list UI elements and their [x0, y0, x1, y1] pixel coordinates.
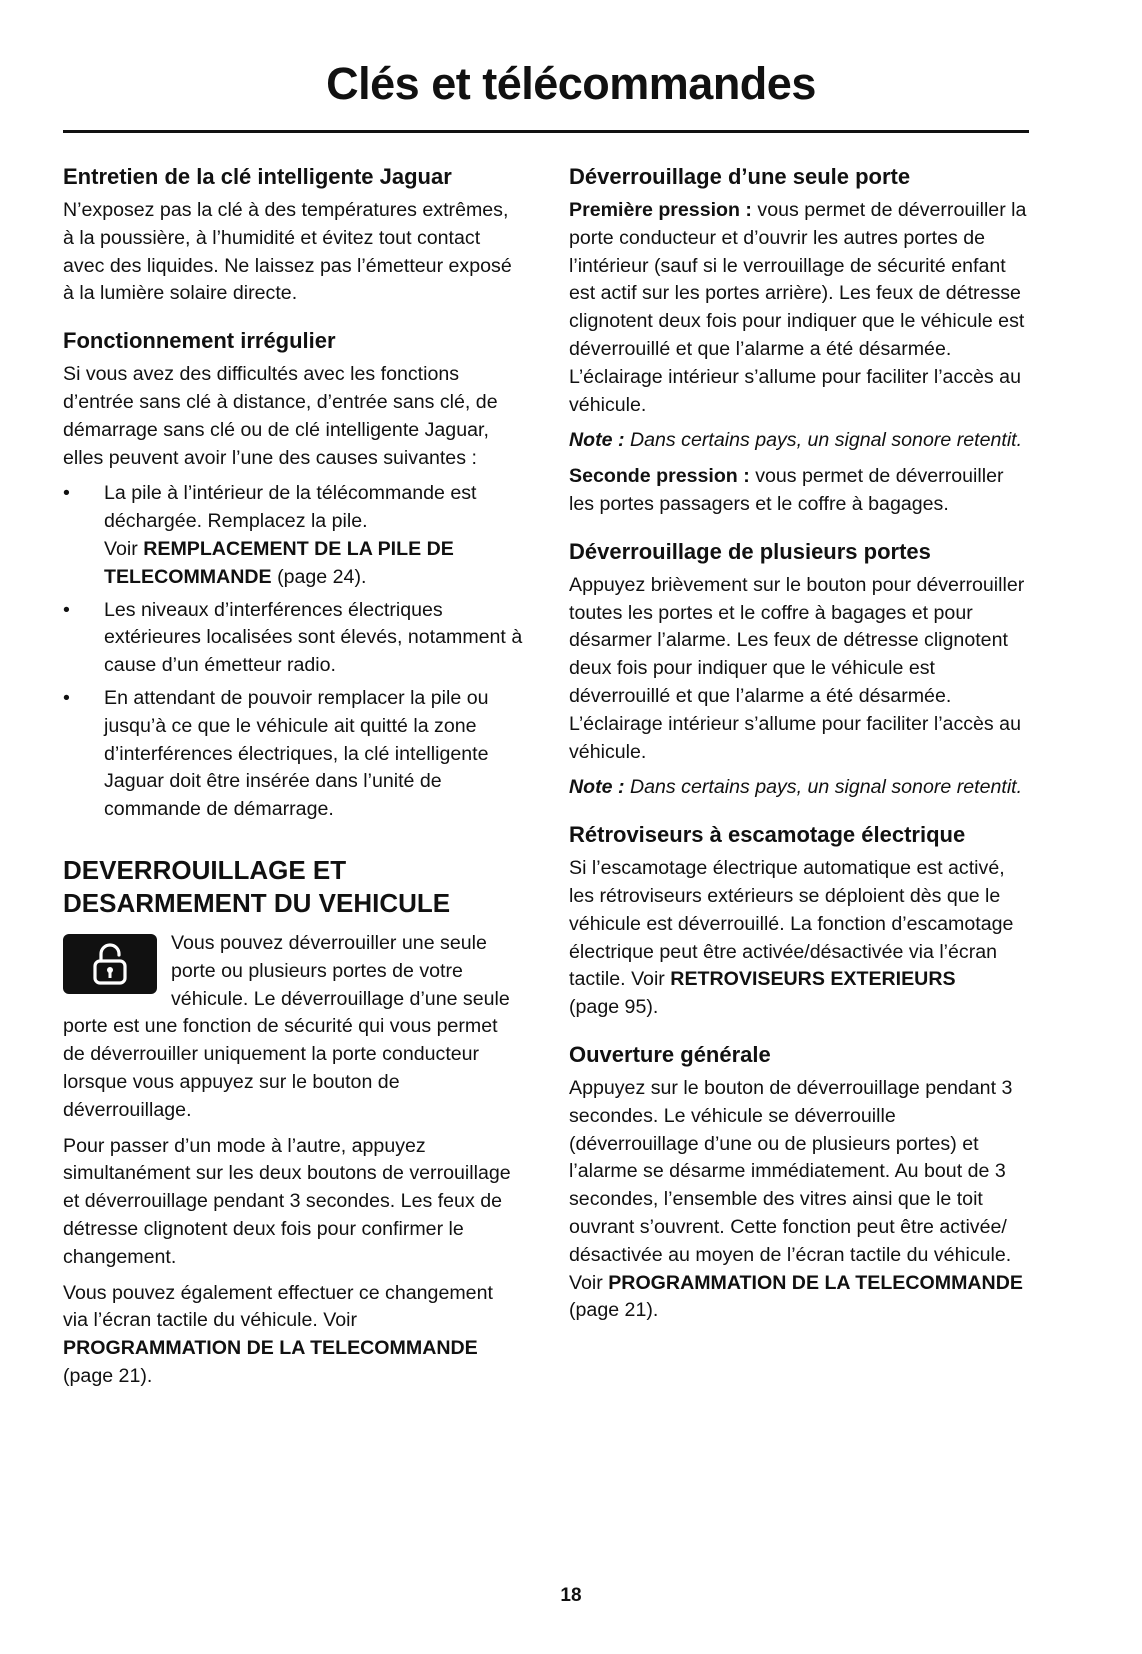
- unlock-icon: [63, 934, 157, 994]
- cross-reference-link[interactable]: PROGRAMMATION DE LA TELECOMMANDE: [63, 1337, 478, 1360]
- page-reference: (page 24).: [277, 565, 367, 588]
- paragraph-text: vous permet de déverrouiller la porte conducteur et d’ouvrir les autres portes de l’intérieur (sauf si le verrouillage de sécurité enfant est actif sur les portes arrière). Les feux de détresse clignotent deux fois pour indiquer que le véhicule est déverrouillé et que l’alarme a été désarmée. L’éclairage intérieur s’allume pour faciliter l’accès au véhicule.: [569, 199, 1027, 416]
- note-text: Dans certains pays, un signal sonore retentit.: [629, 429, 1023, 452]
- label-seconde-pression: Seconde pression :: [569, 465, 750, 488]
- paragraph-touchscreen: [63, 1280, 523, 1391]
- paragraph-seconde-pression: [569, 463, 1029, 519]
- title-rule: [63, 130, 1029, 133]
- list-item: • Les niveaux d’interférences électriques extérieures localisées sont élevés, notamment à cause d’un émetteur radio.: [63, 597, 523, 680]
- note: [569, 427, 1029, 455]
- causes-list: [63, 480, 523, 824]
- note-label: Note :: [569, 776, 625, 799]
- page-title: Clés et télécommandes: [326, 58, 816, 109]
- paragraph-text: Vous pouvez également effectuer ce changement via l’écran tactile du véhicule. Voir: [63, 1281, 493, 1332]
- paragraph-ouverture-generale: [569, 1075, 1029, 1325]
- page-reference: (page 21).: [569, 1299, 659, 1322]
- cross-reference-link[interactable]: RETROVISEURS EXTERIEURS: [670, 968, 956, 991]
- page-reference: (page 95).: [569, 996, 659, 1019]
- paragraph-fonctionnement: Si vous avez des difficultés avec les fonctions d’entrée sans clé à distance, d’entrée sans clé, de démarrage sans clé ou de clé intelligente Jaguar, elles peuvent avoir l’une des causes suivantes :: [63, 363, 498, 469]
- paragraph-entretien: N’exposez pas la clé à des températures extrêmes, à la poussière, à l’humidité et évitez tout contact avec des liquides. Ne laissez pas l’émetteur exposé à la lumière solaire directe.: [63, 199, 512, 305]
- voir-label: Voir: [104, 537, 138, 560]
- cross-reference-link[interactable]: REMPLACEMENT DE LA PILE DE TELECOMMANDE: [104, 537, 454, 588]
- heading-seule-porte: Déverrouillage d’une seule porte: [569, 164, 911, 189]
- list-item: [63, 480, 523, 591]
- left-column: [63, 162, 523, 1399]
- right-column: [569, 162, 1029, 1333]
- paragraph-retroviseurs: [569, 855, 1029, 1022]
- heading-retroviseurs: Rétroviseurs à escamotage électrique: [569, 822, 966, 848]
- heading-fonctionnement: Fonctionnement irrégulier: [63, 328, 336, 354]
- note: [569, 774, 1029, 802]
- paragraph-text: vous permet de déverrouiller les portes passagers et le coffre à bagages.: [569, 465, 1004, 515]
- paragraph-plusieurs-portes: Appuyez brièvement sur le bouton pour déverrouiller toutes les portes et le coffre à bagages et pour désarmer l’alarme. Les feux de détresse clignotent deux fois pour indiquer que le véhicule est déverrouillé et que l’alarme a été désarmée. L’éclairage intérieur s’allume pour faciliter l’accès au véhicule.: [569, 573, 1025, 763]
- heading-ouverture-generale: Ouverture générale: [569, 1041, 771, 1067]
- heading-plusieurs-portes: Déverrouillage de plusieurs portes: [569, 538, 931, 564]
- paragraph-text: Si l’escamotage électrique automatique est activé, les rétroviseurs extérieurs se déploient dès que le véhicule est déverrouillé. La fonction d’escamotage électrique peut être activée/désactivée via l’écran tactile. Voir: [569, 857, 1014, 991]
- label-premiere-pression: Première pression :: [569, 199, 752, 221]
- paragraph-text: Vous pouvez déverrouiller une seule porte ou plusieurs portes de votre véhicule. Le déverrouillage d’une seule porte est une fonction de sécurité qui vous permet de déverrouiller uniquement la porte conducteur lorsque vous appuyez sur le bouton de déverrouillage.: [63, 931, 510, 1121]
- cross-reference-link[interactable]: PROGRAMMATION DE LA TELECOMMANDE: [608, 1271, 1023, 1294]
- page-reference: (page 21).: [63, 1364, 153, 1387]
- note-text: Dans certains pays, un signal sonore retentit.: [629, 776, 1023, 799]
- paragraph-text: Appuyez sur le bouton de déverrouillage pendant 3 secondes. Le véhicule se déverrouille (déverrouillage d’une ou de plusieurs portes) et l’alarme se désarme immédiatement. Au bout de 3 secondes, l’ensemble des vitres ainsi que le toit ouvrant s’ouvrent. Cette fonction peut être activée/ désactivée au moyen de l’écran tactile du véhicule. Voir: [569, 1076, 1013, 1294]
- list-item: • En attendant de pouvoir remplacer la pile ou jusqu’à ce que le véhicule ait quitté la zone d’interférences électriques, la clé intelligente Jaguar doit être insérée dans l’unité de commande de démarrage.: [63, 685, 523, 824]
- paragraph-premiere-pression: [569, 197, 1029, 419]
- heading-deverrouillage: DEVERROUILLAGE ET DESARMEMENT DU VEHICULE: [63, 854, 451, 918]
- page-number: 18: [560, 1585, 582, 1606]
- paragraph-deverrouillage-intro: [63, 930, 523, 1125]
- heading-entretien: Entretien de la clé intelligente Jaguar: [63, 164, 452, 189]
- bullet-text: La pile à l’intérieur de la télécommande est déchargée. Remplacez la pile.: [104, 482, 477, 533]
- paragraph-mode-switch: Pour passer d’un mode à l’autre, appuyez simultanément sur les deux boutons de verrouillage et déverrouillage pendant 3 secondes. Les feux de détresse clignotent deux fois pour confirmer le changement.: [63, 1134, 511, 1268]
- note-label: Note :: [569, 429, 625, 452]
